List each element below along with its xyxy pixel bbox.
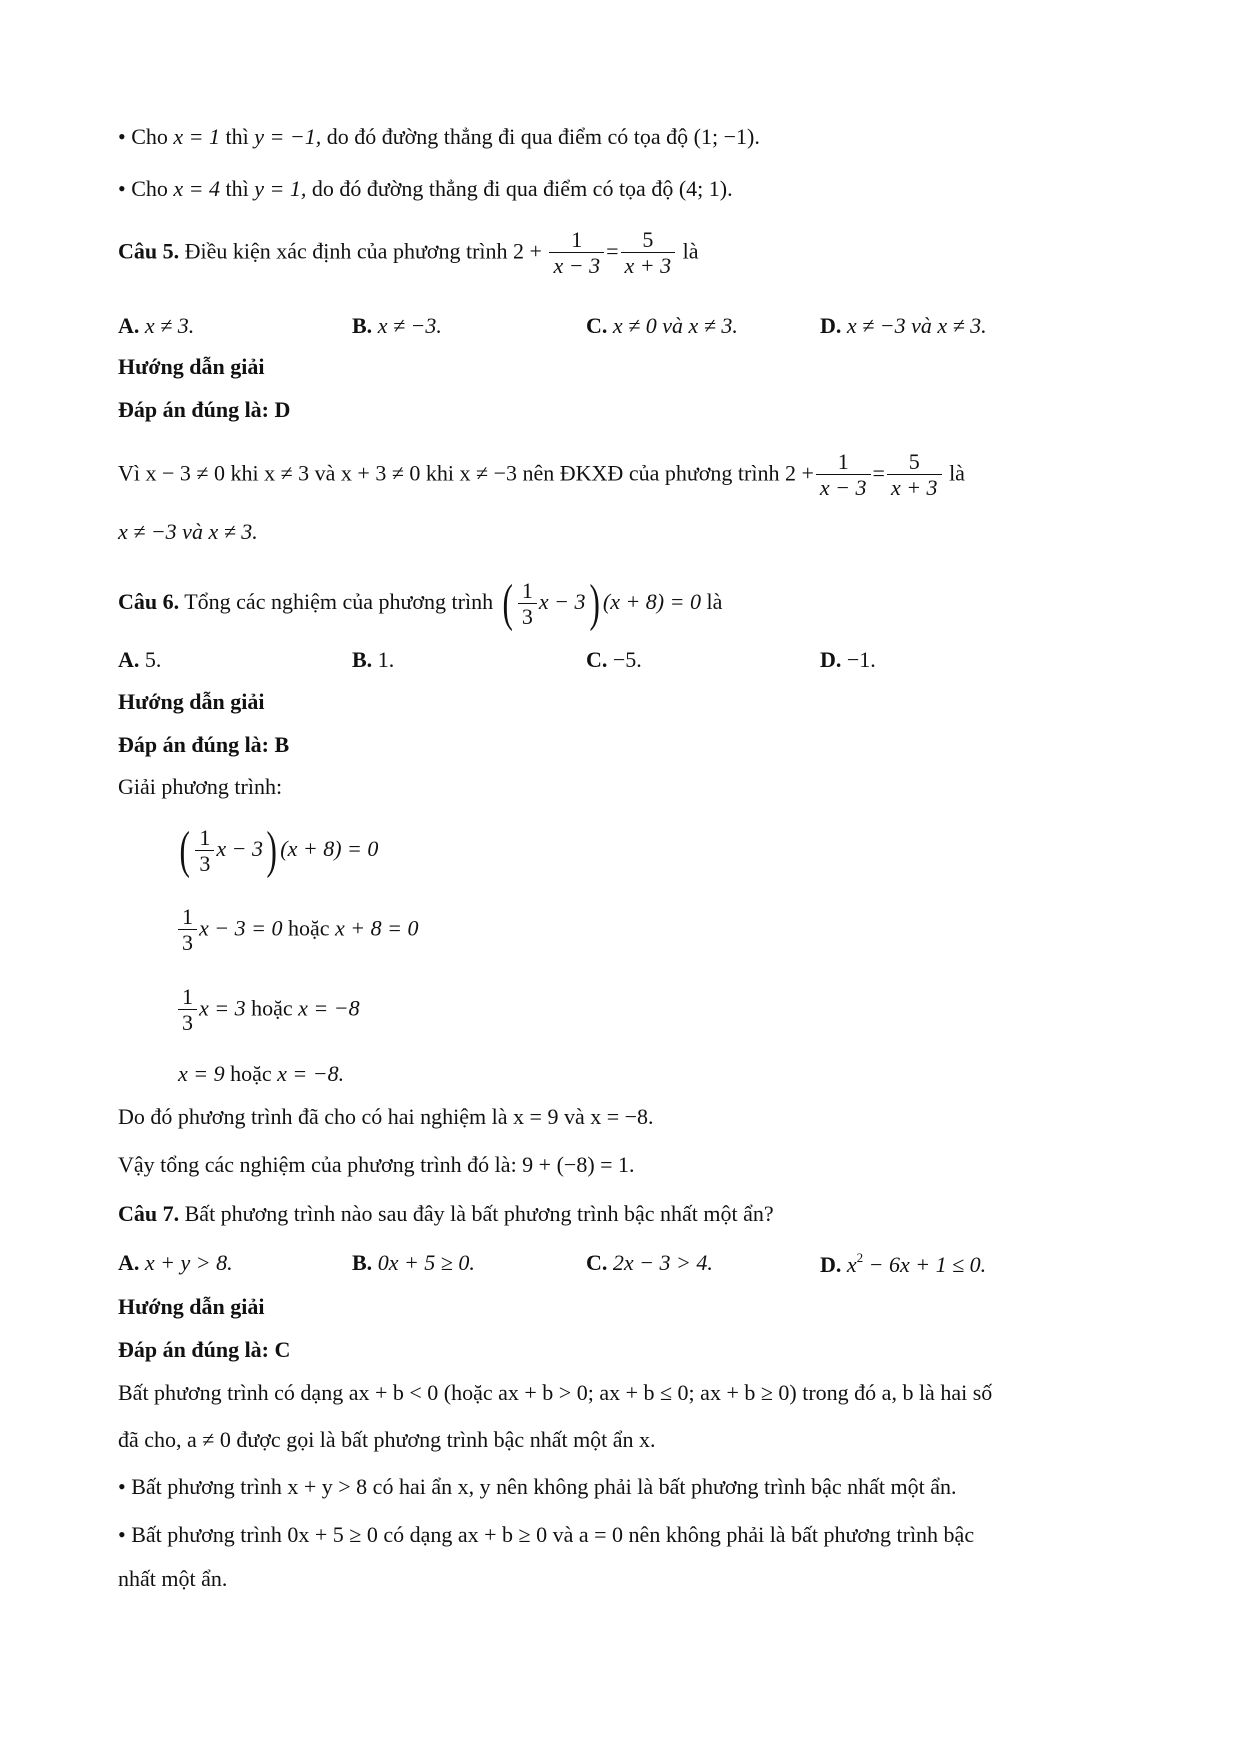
math: x − 3 = 0: [199, 915, 283, 941]
explanation-text: Vì x − 3 ≠ 0 khi x ≠ 3 và x + 3 ≠ 0 khi x ≠ −3 nên ĐKXĐ của phương trình: [118, 460, 780, 486]
guide-heading: Hướng dẫn giải: [118, 689, 265, 714]
math: (1; −1).: [693, 124, 760, 149]
option-letter: B.: [352, 647, 373, 672]
numerator: 5: [621, 228, 676, 253]
solve-label: Giải phương trình:: [118, 774, 283, 799]
option-value: x ≠ −3 và x ≠ 3.: [846, 313, 987, 338]
math: x = 4: [173, 176, 221, 201]
math: (x + 8) = 0: [280, 836, 379, 862]
option-letter: D.: [820, 313, 842, 338]
bullet-point-2: [118, 176, 733, 202]
option-a: [118, 313, 194, 339]
option-b: [352, 313, 442, 339]
conclusion-2: Vậy tổng các nghiệm của phương trình đó là: 9 + (−8) = 1.: [118, 1152, 635, 1177]
math: x = 3: [199, 995, 246, 1021]
question-label: Câu 5.: [118, 238, 180, 264]
explanation-2: đã cho, a ≠ 0 được gọi là bất phương trình bậc nhất một ẩn x.: [118, 1427, 656, 1452]
option-a: [118, 1250, 233, 1276]
option-letter: C.: [586, 647, 608, 672]
option-letter: C.: [586, 313, 608, 338]
math: 2 +: [784, 460, 814, 486]
denominator: 3: [521, 603, 533, 629]
bullet-text: • Cho: [118, 124, 174, 149]
option-value: − 6x + 1 ≤ 0.: [863, 1252, 987, 1277]
explanation-cont: x ≠ −3 và x ≠ 3.: [118, 519, 258, 544]
answer-line: Đáp án đúng là: C: [118, 1337, 291, 1362]
solution-step-1: [176, 822, 379, 879]
bullet-point-1: [118, 124, 760, 150]
question-7: [118, 1201, 774, 1227]
guide-heading: Hướng dẫn giải: [118, 354, 265, 379]
option-value: x ≠ 3.: [144, 313, 195, 338]
option-letter: B.: [352, 1250, 373, 1275]
numerator: 5: [887, 450, 942, 475]
math: x − 3: [538, 589, 586, 615]
fraction: [518, 579, 537, 630]
option-value: x: [846, 1252, 857, 1277]
question-text: là: [700, 589, 723, 615]
fraction: [549, 228, 604, 279]
math: x = −8.: [277, 1061, 345, 1086]
math: =: [872, 460, 885, 486]
fraction: [621, 228, 676, 279]
numerator: 1: [549, 228, 604, 253]
solution-step-4: [178, 1061, 344, 1087]
question-6: [118, 575, 723, 632]
math: (x + 8) = 0: [602, 589, 701, 615]
denominator: x − 3: [553, 253, 601, 278]
option-value: x ≠ 0 và x ≠ 3.: [612, 313, 738, 338]
option-c: [586, 647, 642, 673]
math: (4; 1).: [678, 176, 733, 201]
option-b: [352, 1250, 475, 1276]
option-value: −1.: [846, 647, 876, 672]
numerator: 1: [178, 985, 197, 1010]
bullet-text: thì: [220, 176, 255, 201]
connector: hoặc: [282, 915, 335, 941]
question-5: [118, 228, 699, 279]
question-text: Điều kiện xác định của phương trình: [179, 238, 514, 264]
bullet-2: • Bất phương trình 0x + 5 ≥ 0 có dạng ax + b ≥ 0 và a = 0 nên không phải là bất phương trình bậc: [118, 1522, 975, 1547]
fraction: [178, 905, 197, 956]
bullet-text: do đó đường thẳng đi qua điểm có tọa độ: [321, 124, 694, 149]
bullet-text: thì: [220, 124, 255, 149]
paren: ): [589, 575, 600, 632]
fraction: [816, 450, 871, 501]
numerator: 1: [518, 579, 537, 604]
denominator: 3: [182, 930, 193, 955]
option-d: [820, 1250, 986, 1278]
exponent: 2: [856, 1250, 864, 1265]
option-letter: C.: [586, 1250, 608, 1275]
option-c: [586, 313, 738, 339]
bullet-1: • Bất phương trình x + y > 8 có hai ẩn x, y nên không phải là bất phương trình bậc nhất một ẩn.: [118, 1474, 957, 1499]
solution-step-3: [176, 985, 360, 1036]
denominator: x + 3: [890, 475, 938, 500]
math: =: [606, 238, 619, 264]
numerator: 1: [178, 905, 197, 930]
explanation-text: là: [943, 460, 965, 486]
question-text: là: [677, 238, 699, 264]
denominator: 3: [182, 1010, 193, 1035]
option-b: [352, 647, 394, 673]
math: x − 3: [216, 836, 263, 862]
option-value: x ≠ −3.: [377, 313, 442, 338]
math: x = 1: [173, 124, 221, 149]
option-letter: A.: [118, 313, 140, 338]
math: x = −8: [298, 995, 360, 1021]
option-letter: A.: [118, 647, 140, 672]
option-value: 5.: [144, 647, 162, 672]
question-text: Bất phương trình nào sau đây là bất phương trình bậc nhất một ẩn?: [179, 1201, 774, 1226]
answer-line: Đáp án đúng là: D: [118, 397, 291, 422]
math: y = −1,: [254, 124, 322, 149]
option-c: [586, 1250, 713, 1276]
fraction: [178, 985, 197, 1036]
answer-line: Đáp án đúng là: B: [118, 732, 290, 757]
option-letter: D.: [820, 647, 842, 672]
paren: ): [266, 822, 277, 879]
bullet-2-cont: nhất một ẩn.: [118, 1566, 228, 1591]
denominator: 3: [199, 850, 211, 876]
option-value: 2x − 3 > 4.: [612, 1250, 713, 1275]
guide-heading: Hướng dẫn giải: [118, 1294, 265, 1319]
question-label: Câu 7.: [118, 1201, 180, 1226]
conclusion-1: Do đó phương trình đã cho có hai nghiệm là x = 9 và x = −8.: [118, 1104, 654, 1129]
bullet-text: do đó đường thẳng đi qua điểm có tọa độ: [306, 176, 679, 201]
fraction: [195, 826, 214, 877]
bullet-text: • Cho: [118, 176, 174, 201]
option-value: x + y > 8.: [144, 1250, 233, 1275]
option-value: 1.: [377, 647, 395, 672]
question-text: Tổng các nghiệm của phương trình: [179, 589, 499, 615]
solution-step-2: [176, 905, 418, 956]
option-letter: D.: [820, 1252, 842, 1277]
connector: hoặc: [245, 995, 299, 1021]
math: x = 9: [178, 1061, 225, 1086]
option-d: [820, 647, 876, 673]
option-value: −5.: [612, 647, 642, 672]
option-d: [820, 313, 987, 339]
connector: hoặc: [224, 1061, 278, 1086]
fraction: [887, 450, 942, 501]
math: y = 1,: [254, 176, 307, 201]
option-a: [118, 647, 161, 673]
paren: (: [179, 822, 190, 879]
explanation-1: Bất phương trình có dạng ax + b < 0 (hoặc ax + b > 0; ax + b ≤ 0; ax + b ≥ 0) trong đó a, b là hai số: [118, 1380, 993, 1405]
option-letter: A.: [118, 1250, 140, 1275]
numerator: 1: [816, 450, 871, 475]
explanation: [118, 450, 965, 501]
numerator: 1: [195, 826, 214, 851]
option-value: 0x + 5 ≥ 0.: [377, 1250, 475, 1275]
math: x + 8 = 0: [335, 915, 419, 941]
math: 2 +: [513, 238, 542, 264]
denominator: x + 3: [624, 253, 672, 278]
option-letter: B.: [352, 313, 373, 338]
question-label: Câu 6.: [118, 589, 180, 615]
denominator: x − 3: [819, 475, 867, 500]
paren: (: [502, 575, 513, 632]
